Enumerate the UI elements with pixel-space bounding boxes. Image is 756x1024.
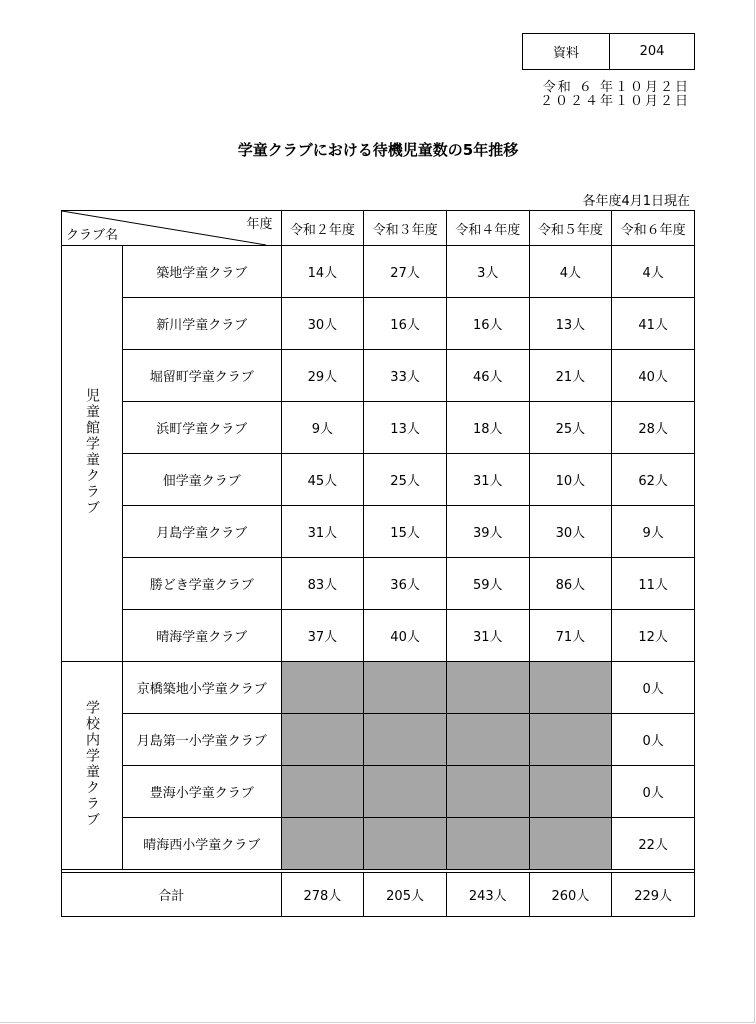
empty-cell xyxy=(446,818,529,870)
table-cell: 14人 xyxy=(281,246,364,298)
total-row xyxy=(62,873,695,917)
year-header: 令和５年度 xyxy=(529,211,612,246)
table-cell: 41人 xyxy=(612,298,695,350)
table-row xyxy=(62,298,695,350)
table-cell: 13人 xyxy=(529,298,612,350)
table-cell: 39人 xyxy=(446,506,529,558)
document-label: 資料 xyxy=(523,34,610,70)
table-row xyxy=(62,402,695,454)
empty-cell xyxy=(364,714,447,766)
table-cell: 11人 xyxy=(612,558,695,610)
club-name: 浜町学童クラブ xyxy=(123,402,282,454)
table-row xyxy=(62,454,695,506)
table-cell: 9人 xyxy=(281,402,364,454)
empty-cell xyxy=(364,818,447,870)
table-cell: 31人 xyxy=(281,506,364,558)
table-cell: 12人 xyxy=(612,610,695,662)
club-name: 晴海西小学童クラブ xyxy=(123,818,282,870)
table-cell: 27人 xyxy=(364,246,447,298)
empty-cell xyxy=(446,662,529,714)
club-name: 勝どき学童クラブ xyxy=(123,558,282,610)
total-cell: 205人 xyxy=(364,873,447,917)
table-cell: 3人 xyxy=(446,246,529,298)
empty-cell xyxy=(281,818,364,870)
table-row xyxy=(62,714,695,766)
date-reiwa: 令和 ６ 年１０月２日 xyxy=(542,80,690,95)
table-cell: 0人 xyxy=(612,766,695,818)
table-cell: 62人 xyxy=(612,454,695,506)
date-seireki: ２０２４年１０月２日 xyxy=(539,94,690,109)
table-cell: 30人 xyxy=(529,506,612,558)
corner-header xyxy=(62,211,282,246)
table-cell: 40人 xyxy=(612,350,695,402)
empty-cell xyxy=(281,714,364,766)
table-row xyxy=(62,818,695,870)
table-cell: 37人 xyxy=(281,610,364,662)
empty-cell xyxy=(281,662,364,714)
table-cell: 15人 xyxy=(364,506,447,558)
table-row xyxy=(62,350,695,402)
table-cell: 25人 xyxy=(529,402,612,454)
empty-cell xyxy=(364,662,447,714)
club-name: 月島第一小学童クラブ xyxy=(123,714,282,766)
total-cell: 243人 xyxy=(446,873,529,917)
table-cell: 4人 xyxy=(529,246,612,298)
empty-cell xyxy=(529,714,612,766)
table-cell: 33人 xyxy=(364,350,447,402)
table-cell: 30人 xyxy=(281,298,364,350)
waiting-children-table xyxy=(61,210,695,917)
table-cell: 46人 xyxy=(446,350,529,402)
table-row xyxy=(62,558,695,610)
table-cell: 16人 xyxy=(364,298,447,350)
group-label-jidokan xyxy=(62,246,123,662)
table-cell: 40人 xyxy=(364,610,447,662)
document-number: 204 xyxy=(610,34,695,70)
header-row xyxy=(62,211,695,246)
empty-cell xyxy=(529,662,612,714)
table-row xyxy=(62,662,695,714)
page-title: 学童クラブにおける待機児童数の5年推移 xyxy=(237,141,519,159)
group-label-text: 学校内学童クラブ xyxy=(84,699,100,828)
club-name: 月島学童クラブ xyxy=(123,506,282,558)
table-cell: 71人 xyxy=(529,610,612,662)
table-cell: 13人 xyxy=(364,402,447,454)
group-label-school xyxy=(62,662,123,870)
table-cell: 18人 xyxy=(446,402,529,454)
table-cell: 22人 xyxy=(612,818,695,870)
table-cell: 45人 xyxy=(281,454,364,506)
as-of-note: 各年度4月1日現在 xyxy=(582,194,690,209)
table-cell: 29人 xyxy=(281,350,364,402)
club-name: 晴海学童クラブ xyxy=(123,610,282,662)
total-cell: 278人 xyxy=(281,873,364,917)
empty-cell xyxy=(446,766,529,818)
table-row xyxy=(62,506,695,558)
corner-year-label: 年度 xyxy=(246,217,273,232)
club-name: 新川学童クラブ xyxy=(123,298,282,350)
table-cell: 31人 xyxy=(446,454,529,506)
date-block xyxy=(540,81,690,109)
table-cell: 83人 xyxy=(281,558,364,610)
table-row xyxy=(62,766,695,818)
year-header: 令和６年度 xyxy=(612,211,695,246)
table-cell: 0人 xyxy=(612,714,695,766)
corner-club-label: クラブ名 xyxy=(66,228,119,243)
table-row xyxy=(62,246,695,298)
club-name: 築地学童クラブ xyxy=(123,246,282,298)
year-header: 令和３年度 xyxy=(364,211,447,246)
table-cell: 25人 xyxy=(364,454,447,506)
table-cell: 36人 xyxy=(364,558,447,610)
total-label: 合計 xyxy=(62,873,282,917)
table-cell: 10人 xyxy=(529,454,612,506)
total-cell: 260人 xyxy=(529,873,612,917)
table-cell: 86人 xyxy=(529,558,612,610)
total-cell: 229人 xyxy=(612,873,695,917)
empty-cell xyxy=(364,766,447,818)
club-name: 豊海小学童クラブ xyxy=(123,766,282,818)
empty-cell xyxy=(529,766,612,818)
club-name: 京橋築地小学童クラブ xyxy=(123,662,282,714)
empty-cell xyxy=(281,766,364,818)
group-label-text: 児童館学童クラブ xyxy=(84,387,100,516)
table-cell: 16人 xyxy=(446,298,529,350)
club-name: 堀留町学童クラブ xyxy=(123,350,282,402)
club-name: 佃学童クラブ xyxy=(123,454,282,506)
table-cell: 31人 xyxy=(446,610,529,662)
table-cell: 28人 xyxy=(612,402,695,454)
table-cell: 59人 xyxy=(446,558,529,610)
empty-cell xyxy=(529,818,612,870)
empty-cell xyxy=(446,714,529,766)
table-cell: 9人 xyxy=(612,506,695,558)
table-cell: 4人 xyxy=(612,246,695,298)
table-row xyxy=(62,610,695,662)
table-cell: 21人 xyxy=(529,350,612,402)
year-header: 令和２年度 xyxy=(281,211,364,246)
year-header: 令和４年度 xyxy=(446,211,529,246)
table-cell: 0人 xyxy=(612,662,695,714)
document-number-box xyxy=(522,33,695,70)
